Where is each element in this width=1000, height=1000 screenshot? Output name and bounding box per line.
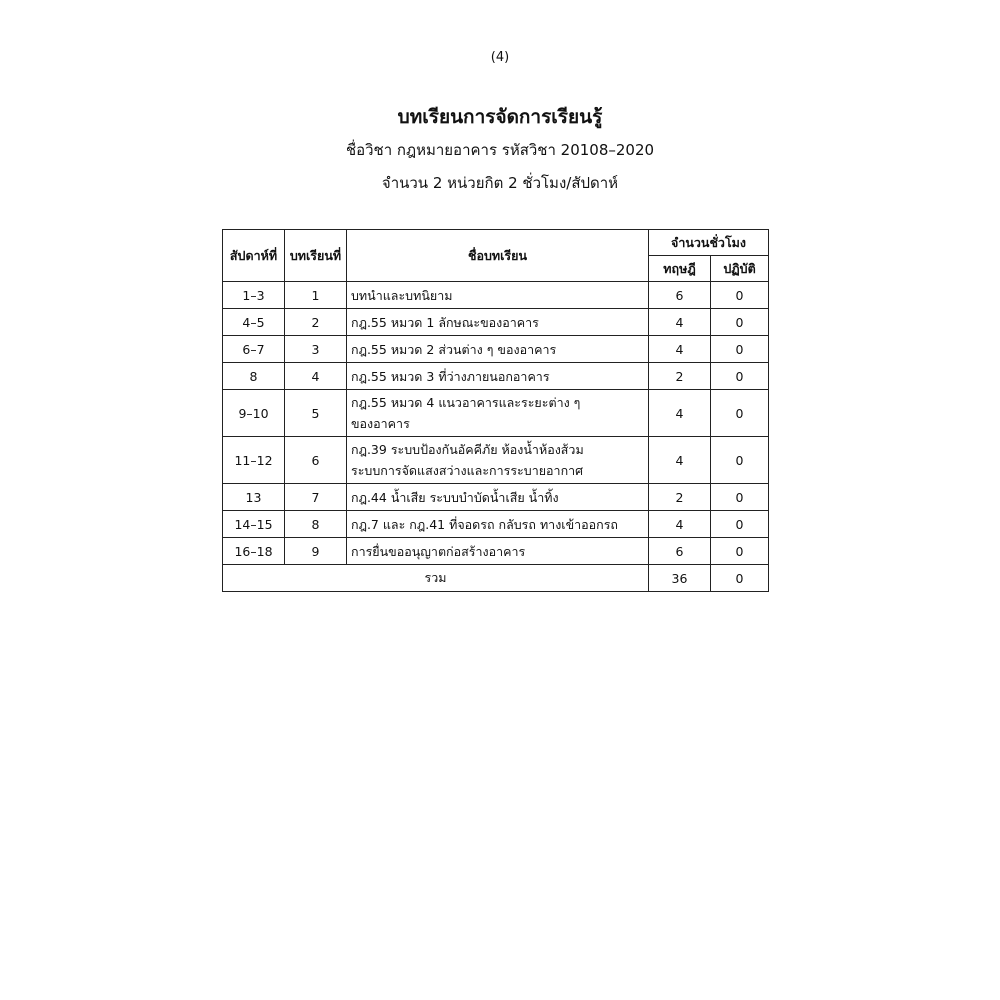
theory-hours-cell: 6 [649, 538, 711, 565]
total-label: รวม [223, 565, 649, 592]
week-cell: 14–15 [223, 511, 285, 538]
practice-hours-cell: 0 [711, 336, 769, 363]
lesson-name-line: ระบบการจัดแสงสว่างและการระบายอากาศ [351, 463, 584, 478]
table-header-row [223, 230, 769, 256]
lesson-number-cell: 6 [285, 437, 347, 484]
header-lesson-name: ชื่อบทเรียน [347, 230, 649, 282]
lesson-number-cell: 7 [285, 484, 347, 511]
week-cell: 16–18 [223, 538, 285, 565]
header-hours: จำนวนชั่วโมง [649, 230, 769, 256]
lesson-name-cell: การยื่นขออนุญาตก่อสร้างอาคาร [347, 538, 649, 565]
lesson-name-line: ของอาคาร [351, 416, 410, 431]
week-cell: 8 [223, 363, 285, 390]
table-row [223, 390, 769, 437]
practice-hours-cell: 0 [711, 363, 769, 390]
week-cell: 4–5 [223, 309, 285, 336]
lesson-number-cell: 8 [285, 511, 347, 538]
week-cell: 6–7 [223, 336, 285, 363]
lesson-number-cell: 2 [285, 309, 347, 336]
lesson-name-cell: กฎ.55 หมวด 1 ลักษณะของอาคาร [347, 309, 649, 336]
practice-hours-cell: 0 [711, 484, 769, 511]
practice-hours-cell: 0 [711, 538, 769, 565]
lesson-number-cell: 4 [285, 363, 347, 390]
lesson-number-cell: 3 [285, 336, 347, 363]
total-row [223, 565, 769, 592]
week-cell: 1–3 [223, 282, 285, 309]
week-cell: 11–12 [223, 437, 285, 484]
table-row [223, 309, 769, 336]
lesson-name-cell: กฎ.55 หมวด 2 ส่วนต่าง ๆ ของอาคาร [347, 336, 649, 363]
week-cell: 9–10 [223, 390, 285, 437]
lesson-number-cell: 5 [285, 390, 347, 437]
total-practice-hours: 0 [711, 565, 769, 592]
course-info: ชื่อวิชา กฎหมายอาคาร รหัสวิชา 20108–2020 [345, 141, 655, 159]
theory-hours-cell: 4 [649, 390, 711, 437]
theory-hours-cell: 4 [649, 309, 711, 336]
theory-hours-cell: 4 [649, 437, 711, 484]
practice-hours-cell: 0 [711, 390, 769, 437]
practice-hours-cell: 0 [711, 309, 769, 336]
lesson-number-cell: 9 [285, 538, 347, 565]
theory-hours-cell: 2 [649, 363, 711, 390]
theory-hours-cell: 4 [649, 336, 711, 363]
lesson-name-line: กฎ.39 ระบบป้องกันอัคคีภัย ห้องน้ำห้องส้วม [351, 442, 584, 457]
lesson-number-cell: 1 [285, 282, 347, 309]
document-title: บทเรียนการจัดการเรียนรู้ [397, 106, 603, 128]
header-lesson-number: บทเรียนที่ [285, 230, 347, 282]
lesson-name-cell [347, 437, 649, 484]
lesson-name-cell: บทนำและบทนิยาม [347, 282, 649, 309]
table-row [223, 363, 769, 390]
theory-hours-cell: 2 [649, 484, 711, 511]
theory-hours-cell: 4 [649, 511, 711, 538]
practice-hours-cell: 0 [711, 282, 769, 309]
table-row [223, 336, 769, 363]
header-week: สัปดาห์ที่ [223, 230, 285, 282]
header-theory: ทฤษฎี [649, 256, 711, 282]
lesson-name-cell [347, 390, 649, 437]
total-theory-hours: 36 [649, 565, 711, 592]
practice-hours-cell: 0 [711, 437, 769, 484]
table-row [223, 437, 769, 484]
lesson-name-cell: กฎ.7 และ กฎ.41 ที่จอดรถ กลับรถ ทางเข้าออกรถ [347, 511, 649, 538]
lesson-name-cell: กฎ.44 น้ำเสีย ระบบบำบัดน้ำเสีย น้ำทิ้ง [347, 484, 649, 511]
week-cell: 13 [223, 484, 285, 511]
header-practice: ปฏิบัติ [711, 256, 769, 282]
lesson-name-line: กฎ.55 หมวด 4 แนวอาคารและระยะต่าง ๆ [351, 395, 581, 410]
lesson-name-cell: กฎ.55 หมวด 3 ที่ว่างภายนอกอาคาร [347, 363, 649, 390]
table-row [223, 538, 769, 565]
table-row [223, 511, 769, 538]
table-row [223, 282, 769, 309]
theory-hours-cell: 6 [649, 282, 711, 309]
credit-info: จำนวน 2 หน่วยกิต 2 ชั่วโมง/สัปดาห์ [381, 174, 619, 192]
lesson-schedule-table [222, 229, 769, 592]
practice-hours-cell: 0 [711, 511, 769, 538]
table-row [223, 484, 769, 511]
page-number: (4) [490, 50, 510, 65]
